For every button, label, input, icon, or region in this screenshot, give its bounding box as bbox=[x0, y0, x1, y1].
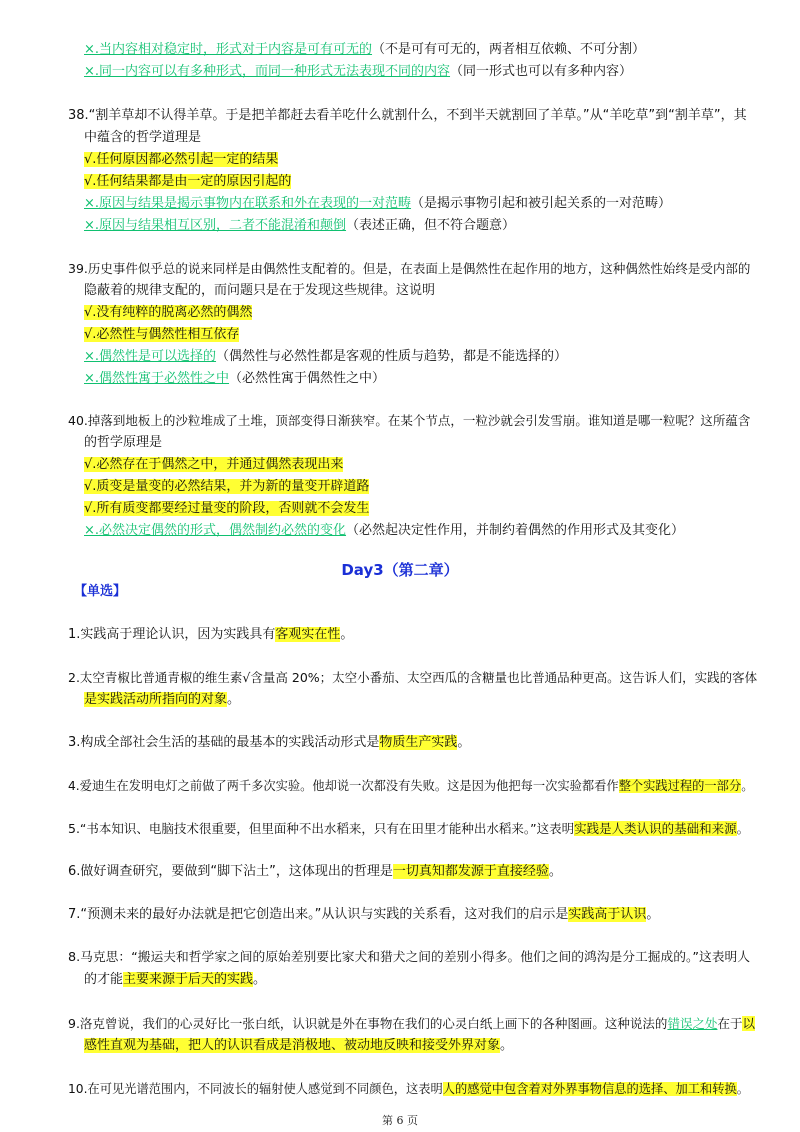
fill-item: 7.“预测未来的最好办法就是把它创造出来。”从认识与实践的关系看，这对我们的启示是实践高于认识。 bbox=[68, 907, 660, 922]
wrong-option: ×.同一内容可以有多种形式，而同一种形式无法表现不同的内容 bbox=[84, 64, 451, 79]
answer: 感性直观为基础，把人的认识看成是消极地、被动地反映和接受外界对象 bbox=[84, 1038, 501, 1053]
answer: 物质生产实践 bbox=[379, 735, 458, 750]
correct-option: √.必然性与偶然性相互依存 bbox=[84, 327, 240, 342]
wrong-option: ×.偶然性寓于必然性之中 bbox=[84, 371, 230, 386]
correct-option: √.任何结果都是由一定的原因引起的 bbox=[84, 174, 292, 189]
wrong-option: ×.原因与结果是揭示事物内在联系和外在表现的一对范畴 bbox=[84, 196, 412, 211]
answer: 实践是人类认识的基础和来源 bbox=[574, 821, 737, 836]
fill-item-line: 9.洛克曾说，我们的心灵好比一张白纸，认识就是外在事物在我们的心灵白纸上画下的各种图画。这种说法的错误之处在于以 bbox=[68, 1016, 755, 1031]
option-line bbox=[84, 369, 385, 389]
question-stem: 40.掉落到地板上的沙粒堆成了土堆，顶部变得日渐狭窄。在某个节点，一粒沙就会引发雪崩。谁知道是哪一粒呢？这所蕴含 bbox=[68, 413, 751, 428]
fill-item-line: 2.太空青椒比普通青椒的维生素√含量高 20%；太空小番茄、太空西瓜的含糖量也比普通品种更高。这告诉人们，实践的客体 bbox=[68, 670, 758, 685]
fill-item: 1.实践高于理论认识，因为实践具有客观实在性。 bbox=[68, 627, 354, 642]
wrong-option: ×.偶然性是可以选择的 bbox=[84, 349, 217, 364]
answer: 客观实在性 bbox=[275, 627, 341, 642]
wrong-option: ×.原因与结果相互区别，二者不能混淆和颠倒 bbox=[84, 218, 347, 233]
answer: 是实践活动所指向的对象 bbox=[84, 692, 228, 707]
option-note: （必然性寓于偶然性之中） bbox=[229, 371, 386, 386]
correct-option: √.没有纯粹的脱离必然的偶然 bbox=[84, 305, 253, 320]
option-note: （不是可有可无的，两者相互依赖、不可分割） bbox=[372, 42, 646, 57]
error-keyword: 错误之处 bbox=[667, 1016, 718, 1031]
page-number: 第 6 页 bbox=[382, 1114, 418, 1127]
fill-item-line: 8.马克思：“搬运夫和哲学家之间的原始差别要比家犬和猎犬之间的差别小得多。他们之间的鸿沟是分工掘成的。”这表明人 bbox=[68, 950, 750, 965]
correct-option: √.必然存在于偶然之中，并通过偶然表现出来 bbox=[84, 457, 344, 472]
section-title: Day3（第二章） bbox=[341, 561, 459, 579]
answer: 整个实践过程的一部分 bbox=[618, 779, 742, 793]
answer: 以 bbox=[742, 1016, 755, 1031]
question-stem: 的哲学原理是 bbox=[84, 435, 163, 450]
answer: 实践高于认识 bbox=[568, 907, 647, 922]
fill-item-line: 的才能主要来源于后天的实践。 bbox=[84, 972, 267, 987]
option-line bbox=[84, 62, 632, 82]
answer: 一切真知都发源于直接经验 bbox=[392, 864, 549, 879]
question-stem: 39.历史事件似乎总的说来同样是由偶然性支配着的。但是，在表面上是偶然性在起作用的地方，这种偶然性始终是受内部的 bbox=[68, 261, 751, 276]
fill-item: 3.构成全部社会生活的基础的最基本的实践活动形式是物质生产实践。 bbox=[68, 735, 471, 750]
option-note: （偶然性与必然性都是客观的性质与趋势，都是不能选择的） bbox=[216, 349, 568, 364]
correct-option: √.任何原因都必然引起一定的结果 bbox=[84, 152, 279, 167]
answer: 主要来源于后天的实践 bbox=[123, 972, 254, 987]
fill-item: 10.在可见光谱范围内，不同波长的辐射使人感觉到不同颜色，这表明人的感觉中包含着对外界事物信息的选择、加工和转换。 bbox=[68, 1082, 749, 1096]
question-stem: 隐蔽着的规律支配的，而问题只是在于发现这些规律。这说明 bbox=[84, 283, 436, 298]
correct-option: √.所有质变都要经过量变的阶段，否则就不会发生 bbox=[84, 501, 370, 516]
fill-item: 5.“书本知识、电脑技术很重要，但里面种不出水稻来，只有在田里才能种出水稻来。”这表明实践是人类认识的基础和来源。 bbox=[68, 821, 750, 836]
fill-item-line: 是实践活动所指向的对象。 bbox=[84, 692, 241, 707]
question-stem: 38.“割羊草却不认得羊草。于是把羊都赶去看羊吃什么就割什么，不到半天就割回了羊草。”从“羊吃草”到“割羊草”，其 bbox=[68, 108, 747, 123]
option-note: （同一形式也可以有多种内容） bbox=[450, 64, 633, 79]
correct-option: √.质变是量变的必然结果，并为新的量变开辟道路 bbox=[84, 479, 370, 494]
fill-item: 6.做好调查研究，要做到“脚下沾土”，这体现出的哲理是一切真知都发源于直接经验。 bbox=[68, 864, 562, 879]
fill-item: 4.爱迪生在发明电灯之前做了两千多次实验。他却说一次都没有失败。这是因为他把每一次实验都看作整个实践过程的一部分。 bbox=[68, 779, 754, 793]
option-note: （是揭示事物引起和被引起关系的一对范畴） bbox=[411, 196, 672, 211]
option-line bbox=[84, 521, 684, 541]
answer: 人的感觉中包含着对外界事物信息的选择、加工和转换 bbox=[442, 1082, 737, 1096]
question-stem: 中蕴含的哲学道理是 bbox=[84, 130, 202, 145]
option-line bbox=[84, 347, 567, 367]
section-tag: 【单选】 bbox=[74, 584, 127, 599]
option-note: （表述正确，但不符合题意） bbox=[346, 218, 516, 233]
option-line bbox=[84, 40, 645, 60]
option-line bbox=[84, 194, 671, 214]
option-note: （必然起决定性作用，并制约着偶然的作用形式及其变化） bbox=[346, 523, 685, 538]
wrong-option: ×.当内容相对稳定时，形式对于内容是可有可无的 bbox=[84, 42, 373, 57]
wrong-option: ×.必然决定偶然的形式，偶然制约必然的变化 bbox=[84, 523, 347, 538]
fill-item-line: 感性直观为基础，把人的认识看成是消极地、被动地反映和接受外界对象。 bbox=[84, 1038, 514, 1053]
option-line bbox=[84, 216, 515, 236]
